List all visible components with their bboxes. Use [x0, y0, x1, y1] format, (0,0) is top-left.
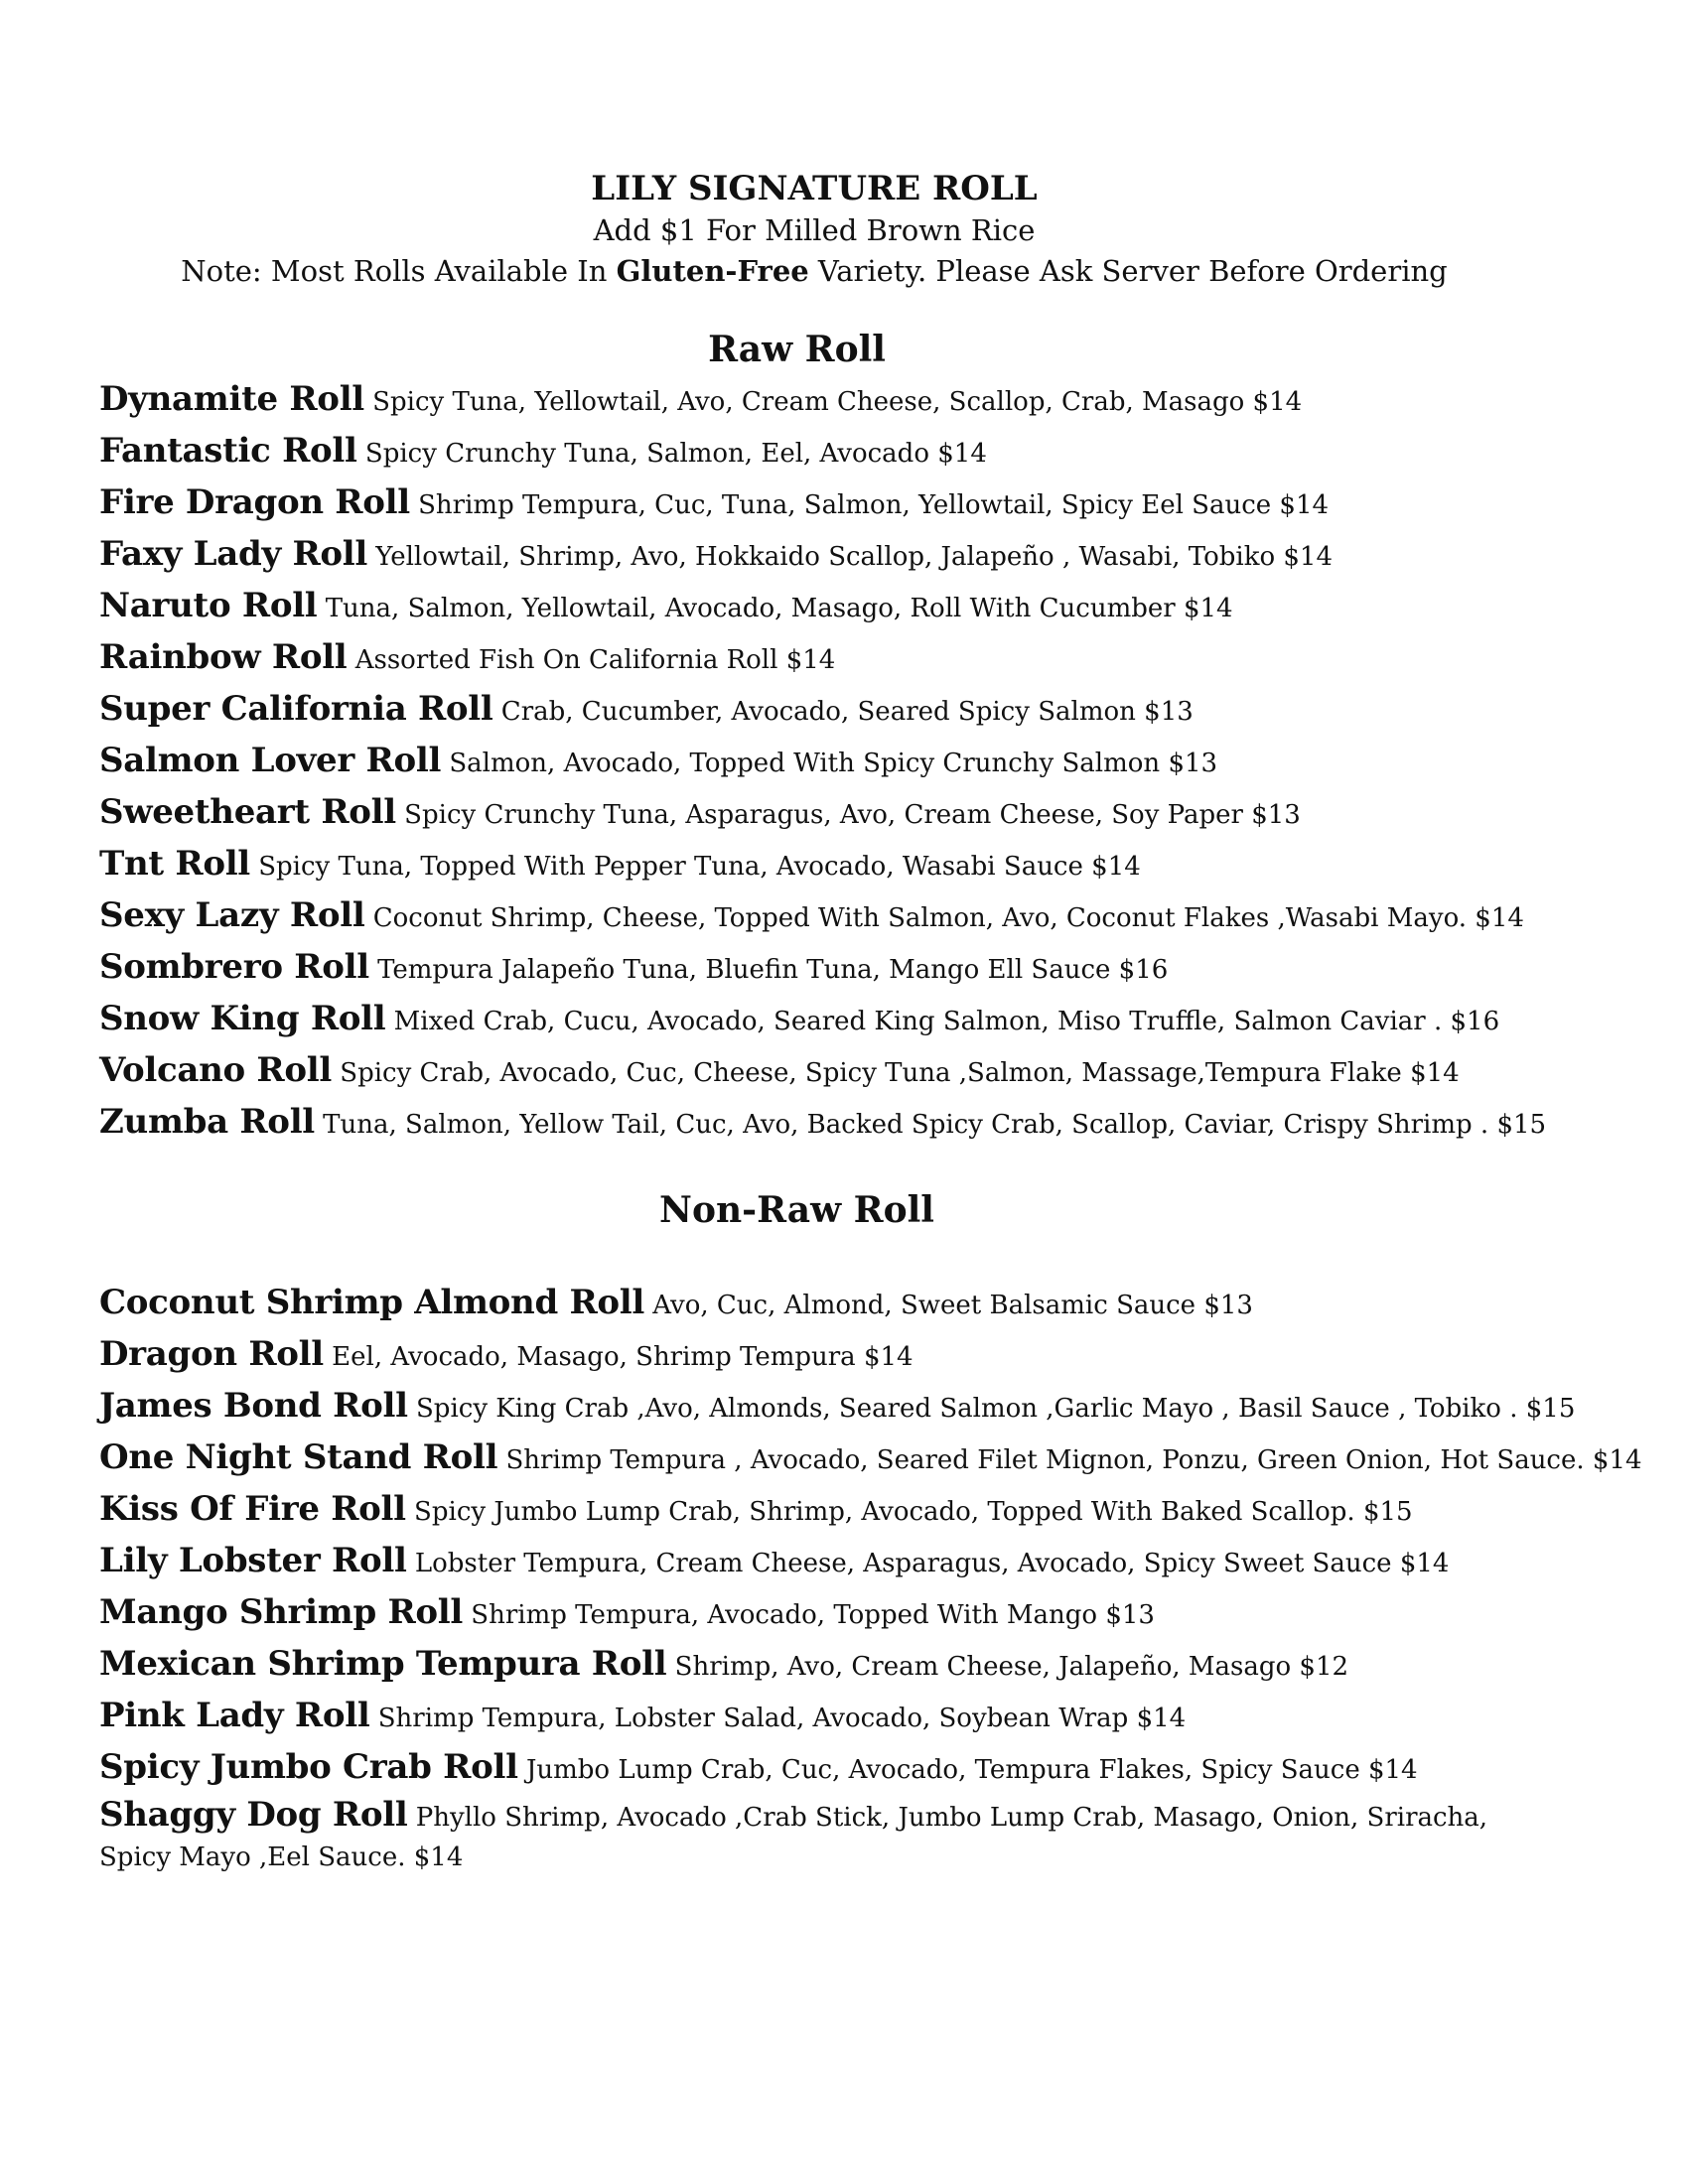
item-description: Eel, Avocado, Masago, Shrimp Tempura $14	[323, 1342, 914, 1372]
menu-item	[99, 1098, 1648, 1150]
menu-item	[99, 633, 1648, 685]
item-name: Tnt Roll	[99, 844, 250, 884]
item-description: Phyllo Shrimp, Avocado ,Crab Stick, Jumbo Lump Crab, Masago, Onion, Sriracha, Spicy Mayo ,Eel Sauce. $14	[99, 1803, 1488, 1872]
item-description: Tuna, Salmon, Yellow Tail, Cuc, Avo, Backed Spicy Crab, Scallop, Caviar, Crispy Shrimp . $15	[314, 1110, 1547, 1140]
item-name: Dynamite Roll	[99, 379, 364, 419]
item-name: Faxy Lady Roll	[99, 534, 368, 574]
menu-item	[99, 1382, 1648, 1433]
item-description: Spicy Crunchy Tuna, Salmon, Eel, Avocado $14	[356, 439, 987, 469]
menu-title: LILY SIGNATURE ROLL	[591, 169, 1038, 208]
menu-header	[0, 167, 1628, 292]
menu-item	[99, 427, 1648, 478]
item-name: Salmon Lover Roll	[99, 741, 442, 780]
item-name: Snow King Roll	[99, 999, 386, 1038]
menu-item	[99, 1046, 1648, 1098]
item-description: Tuna, Salmon, Yellowtail, Avocado, Masago, Roll With Cucumber $14	[317, 594, 1233, 623]
item-name: Super California Roll	[99, 689, 493, 729]
menu-item	[99, 943, 1648, 995]
menu-item	[99, 582, 1648, 633]
item-name: Fantastic Roll	[99, 431, 357, 471]
menu-item	[99, 1692, 1648, 1743]
menu-item	[99, 1537, 1648, 1588]
item-name: Pink Lady Roll	[99, 1696, 370, 1735]
item-description: Jumbo Lump Crab, Cuc, Avocado, Tempura Flakes, Spicy Sauce $14	[517, 1755, 1418, 1785]
item-description: Coconut Shrimp, Cheese, Topped With Salmon, Avo, Coconut Flakes ,Wasabi Mayo. $14	[364, 903, 1524, 933]
note-bold: Gluten-Free	[616, 254, 809, 288]
item-name: Sexy Lazy Roll	[99, 895, 365, 935]
menu-item	[99, 1485, 1648, 1537]
menu-subtitle: Add $1 For Milled Brown Rice	[593, 213, 1036, 247]
item-name: Zumba Roll	[99, 1102, 315, 1142]
item-name: Lily Lobster Roll	[99, 1541, 407, 1580]
item-description: Shrimp, Avo, Cream Cheese, Jalapeño, Masago $12	[666, 1652, 1349, 1682]
item-name: Kiss Of Fire Roll	[99, 1489, 406, 1529]
item-description: Tempura Jalapeño Tuna, Bluefin Tuna, Mango Ell Sauce $16	[368, 955, 1169, 985]
menu-item	[99, 737, 1648, 788]
item-name: Coconut Shrimp Almond Roll	[99, 1283, 645, 1322]
menu-item	[99, 530, 1648, 582]
item-name: James Bond Roll	[99, 1386, 408, 1426]
menu-item	[99, 478, 1648, 530]
menu-item	[99, 1640, 1648, 1692]
item-description: Assorted Fish On California Roll $14	[347, 645, 836, 675]
menu-item	[99, 375, 1648, 427]
item-name: Dragon Roll	[99, 1334, 324, 1374]
menu-item	[99, 788, 1648, 840]
item-name: Mango Shrimp Roll	[99, 1592, 464, 1632]
item-description: Crab, Cucumber, Avocado, Seared Spicy Salmon $13	[492, 697, 1194, 727]
item-description: Shrimp Tempura, Cuc, Tuna, Salmon, Yellowtail, Spicy Eel Sauce $14	[409, 490, 1330, 520]
item-description: Mixed Crab, Cucu, Avocado, Seared King Salmon, Miso Truffle, Salmon Caviar . $16	[385, 1007, 1500, 1036]
item-name: Spicy Jumbo Crab Roll	[99, 1747, 518, 1787]
menu-item	[99, 891, 1648, 943]
gluten-free-note	[0, 251, 1628, 292]
note-suffix: Variety. Please Ask Server Before Ordering	[808, 254, 1448, 288]
non-raw-roll-list	[99, 1279, 1648, 1877]
item-name: Rainbow Roll	[99, 637, 348, 677]
menu-item	[99, 840, 1648, 891]
item-name: Sweetheart Roll	[99, 792, 396, 832]
item-description: Spicy Crab, Avocado, Cuc, Cheese, Spicy Tuna ,Salmon, Massage,Tempura Flake $14	[332, 1058, 1460, 1088]
section-heading-non-raw: Non-Raw Roll	[659, 1189, 934, 1231]
item-description: Spicy Crunchy Tuna, Asparagus, Avo, Cream Cheese, Soy Paper $13	[395, 800, 1301, 830]
item-name: One Night Stand Roll	[99, 1437, 498, 1477]
item-description: Shrimp Tempura , Avocado, Seared Filet Mignon, Ponzu, Green Onion, Hot Sauce. $14	[497, 1445, 1642, 1475]
section-heading-raw: Raw Roll	[708, 329, 886, 370]
raw-roll-list	[99, 375, 1648, 1150]
item-name: Fire Dragon Roll	[99, 482, 410, 522]
item-description: Shrimp Tempura, Lobster Salad, Avocado, Soybean Wrap $14	[369, 1704, 1187, 1733]
menu-item	[99, 1330, 1648, 1382]
item-name: Naruto Roll	[99, 586, 318, 625]
item-description: Spicy Tuna, Topped With Pepper Tuna, Avocado, Wasabi Sauce $14	[249, 852, 1141, 882]
menu-item	[99, 1433, 1648, 1485]
item-description: Lobster Tempura, Cream Cheese, Asparagus, Avocado, Spicy Sweet Sauce $14	[406, 1549, 1450, 1578]
menu-item	[99, 685, 1648, 737]
menu-item	[99, 1279, 1648, 1330]
menu-item	[99, 995, 1648, 1046]
item-description: Yellowtail, Shrimp, Avo, Hokkaido Scallop, Jalapeño , Wasabi, Tobiko $14	[367, 542, 1334, 572]
menu-item	[99, 1743, 1648, 1795]
item-description: Spicy Jumbo Lump Crab, Shrimp, Avocado, Topped With Baked Scallop. $15	[405, 1497, 1413, 1527]
item-name: Mexican Shrimp Tempura Roll	[99, 1644, 667, 1684]
menu-item	[99, 1795, 1509, 1877]
item-description: Spicy King Crab ,Avo, Almonds, Seared Salmon ,Garlic Mayo , Basil Sauce , Tobiko . $15	[407, 1394, 1576, 1424]
item-description: Shrimp Tempura, Avocado, Topped With Mango $13	[463, 1600, 1155, 1630]
item-name: Shaggy Dog Roll	[99, 1795, 408, 1835]
item-name: Sombrero Roll	[99, 947, 369, 987]
menu-item	[99, 1588, 1648, 1640]
item-description: Spicy Tuna, Yellowtail, Avo, Cream Cheese, Scallop, Crab, Masago $14	[363, 387, 1303, 417]
item-description: Salmon, Avocado, Topped With Spicy Crunchy Salmon $13	[441, 749, 1218, 778]
item-name: Volcano Roll	[99, 1050, 332, 1090]
note-prefix: Note: Most Rolls Available In	[181, 254, 617, 288]
item-description: Avo, Cuc, Almond, Sweet Balsamic Sauce $13	[644, 1291, 1253, 1320]
